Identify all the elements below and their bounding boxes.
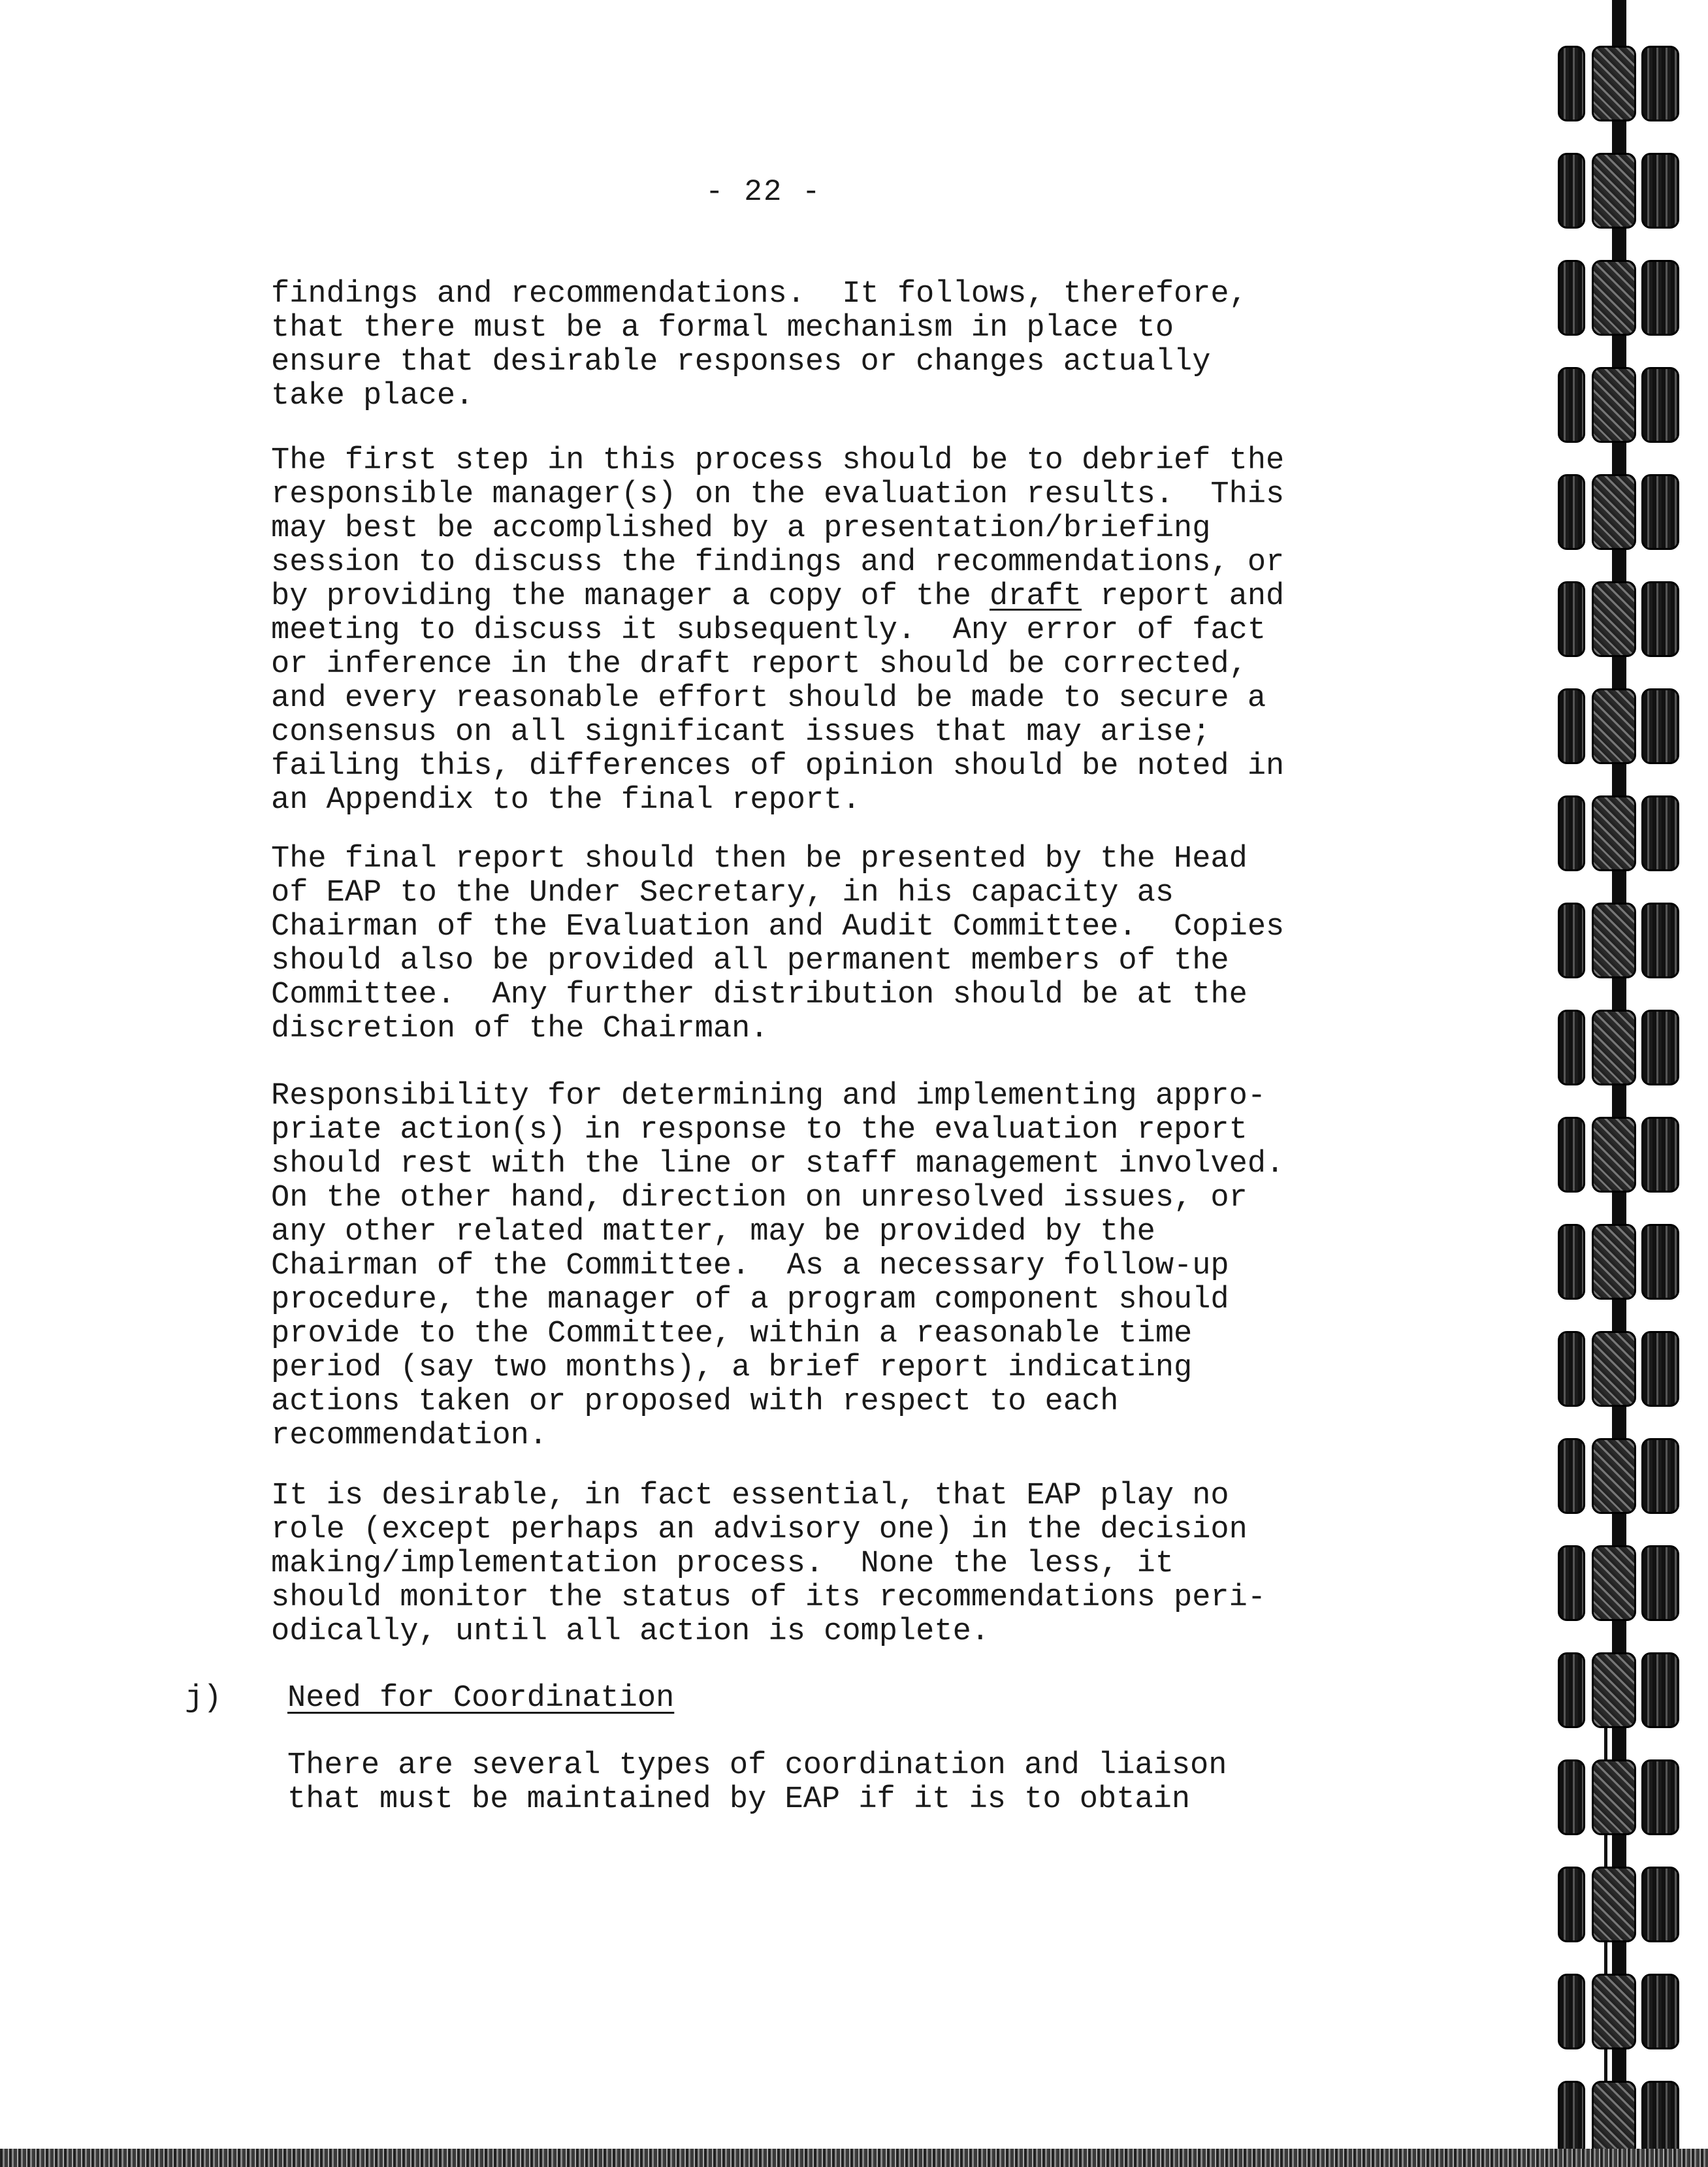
- binding-coil: [1558, 1224, 1682, 1296]
- coil-loop: [1558, 46, 1585, 121]
- binding-coil: [1558, 1545, 1682, 1617]
- coil-loop: [1592, 1545, 1636, 1621]
- coil-loop: [1558, 1010, 1585, 1085]
- coil-loop: [1641, 1117, 1679, 1193]
- coil-loop: [1592, 260, 1636, 336]
- coil-loop: [1641, 581, 1679, 657]
- binding-coil: [1558, 1438, 1682, 1510]
- coil-loop: [1641, 1438, 1679, 1514]
- coil-loop: [1592, 1438, 1636, 1514]
- coil-loop: [1558, 795, 1585, 871]
- binding-coil: [1558, 795, 1682, 867]
- binding-coil: [1558, 2081, 1682, 2153]
- paragraph-debrief-end: report and meeting to discuss it subsequently. Any error of fact or inference in the draft report should be corrected, and every reasonable effort should be made to secure a consensus on all significant issues that may arise; failing this, differences of opinion should be noted in an Appendix to the final report.: [271, 579, 1285, 818]
- coil-loop: [1558, 903, 1585, 978]
- coil-loop: [1641, 688, 1679, 764]
- coil-loop: [1558, 1545, 1585, 1621]
- coil-loop: [1641, 1224, 1679, 1300]
- coil-loop: [1558, 474, 1585, 550]
- binding-coil: [1558, 688, 1682, 760]
- binding-coil: [1558, 260, 1682, 332]
- coil-loop: [1558, 153, 1585, 229]
- coil-loop: [1641, 1759, 1679, 1835]
- coil-loop: [1592, 1010, 1636, 1085]
- binding-coil: [1558, 367, 1682, 439]
- underlined-draft: draft: [989, 579, 1082, 614]
- coil-loop: [1641, 153, 1679, 229]
- coil-loop: [1641, 1867, 1679, 1942]
- coil-loop: [1592, 1974, 1636, 2049]
- coil-loop: [1641, 1331, 1679, 1407]
- paragraph-findings: findings and recommendations. It follows, therefore, that there must be a formal mechanism in place to ensure that desirable responses or changes actually take place.: [271, 277, 1248, 413]
- coil-loop: [1592, 903, 1636, 978]
- coil-loop: [1641, 1974, 1679, 2049]
- paragraph-final-report: The final report should then be presented by the Head of EAP to the Under Secretary, in his capacity as Chairman of the Evaluation and Audit Committee. Copies should also be provided all permanent members of the Committee. Any further distribution should be at the discretion of the Chairman.: [271, 842, 1285, 1046]
- coil-loop: [1592, 46, 1636, 121]
- scan-edge: [0, 2149, 1708, 2167]
- coil-loop: [1641, 1010, 1679, 1085]
- coil-loop: [1592, 1652, 1636, 1728]
- coil-loop: [1558, 1652, 1585, 1728]
- coil-loop: [1641, 474, 1679, 550]
- paragraph-debrief-start: The first step in this process should be to debrief the responsible manager(s) on the evaluation results. This may best be accomplished by a presentation/briefing session to discuss the findings and recommendations, or by providing the manager a copy of the: [271, 443, 1285, 614]
- binding-coil: [1558, 581, 1682, 653]
- paragraph-coordination: There are several types of coordination and liaison that must be maintained by EAP if it is to obtain: [287, 1748, 1227, 1817]
- coil-loop: [1592, 474, 1636, 550]
- coil-loop: [1592, 367, 1636, 443]
- coil-loop: [1641, 367, 1679, 443]
- paragraph-debrief: [271, 444, 1394, 818]
- coil-loop: [1592, 795, 1636, 871]
- coil-loop: [1558, 260, 1585, 336]
- coil-loop: [1558, 1331, 1585, 1407]
- binding-coil: [1558, 1652, 1682, 1724]
- section-marker: j): [185, 1681, 222, 1716]
- binding-coil: [1558, 46, 1682, 118]
- coil-loop: [1641, 2081, 1679, 2157]
- coil-loop: [1592, 1867, 1636, 1942]
- coil-loop: [1558, 581, 1585, 657]
- coil-loop: [1641, 903, 1679, 978]
- binding-coil: [1558, 1759, 1682, 1831]
- coil-loop: [1558, 1117, 1585, 1193]
- page-number: - 22 -: [705, 175, 822, 209]
- coil-loop: [1558, 1867, 1585, 1942]
- binding-coil: [1558, 474, 1682, 546]
- binding-coil: [1558, 1331, 1682, 1403]
- coil-loop: [1592, 688, 1636, 764]
- coil-loop: [1558, 1974, 1585, 2049]
- coil-loop: [1558, 1759, 1585, 1835]
- coil-loop: [1558, 1224, 1585, 1300]
- coil-loop: [1592, 1224, 1636, 1300]
- section-heading: Need for Coordination: [287, 1681, 675, 1716]
- paragraph-responsibility: Responsibility for determining and implementing appro- priate action(s) in response to the evaluation report should rest with the line or staff management involved. On the other hand, direction on unresolved issues, or any other related matter, may be provided by the Chairman of the Committee. As a necessary follow-up procedure, the manager of a program component should provide to the Committee, within a reasonable time period (say two months), a brief report indicating actions taken or proposed with respect to each recommendation.: [271, 1079, 1285, 1453]
- coil-loop: [1558, 1438, 1585, 1514]
- coil-loop: [1592, 1331, 1636, 1407]
- binding-coil: [1558, 903, 1682, 974]
- coil-loop: [1641, 260, 1679, 336]
- binding-coil: [1558, 153, 1682, 225]
- paragraph-eap-role: It is desirable, in fact essential, that EAP play no role (except perhaps an advisory one) in the decision making/implementation process. None the less, it should monitor the status of its recommendations peri- odically, until all action is complete.: [271, 1479, 1266, 1649]
- coil-loop: [1558, 2081, 1585, 2157]
- binding-coil: [1558, 1867, 1682, 1938]
- coil-loop: [1592, 153, 1636, 229]
- coil-loop: [1592, 1759, 1636, 1835]
- coil-loop: [1641, 46, 1679, 121]
- binding-coil: [1558, 1010, 1682, 1082]
- coil-loop: [1592, 2081, 1636, 2157]
- coil-loop: [1592, 1117, 1636, 1193]
- coil-loop: [1641, 1545, 1679, 1621]
- binding-coil: [1558, 1974, 1682, 2046]
- coil-loop: [1558, 367, 1585, 443]
- coil-loop: [1641, 1652, 1679, 1728]
- coil-loop: [1592, 581, 1636, 657]
- binding-coil: [1558, 1117, 1682, 1189]
- coil-loop: [1641, 795, 1679, 871]
- coil-loop: [1558, 688, 1585, 764]
